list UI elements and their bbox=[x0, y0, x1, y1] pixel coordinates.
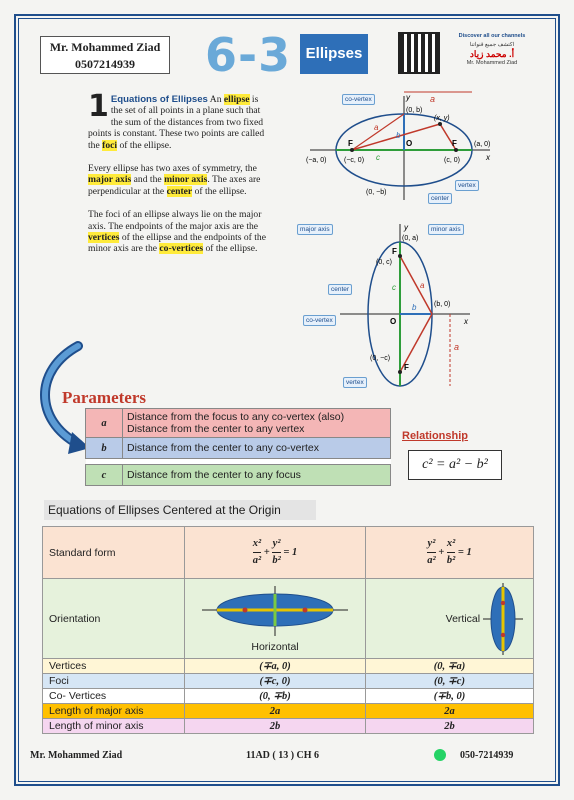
footer-phone: 050-7214939 bbox=[460, 750, 514, 761]
text: The foci of an ellipse always lie on the major axis. The endpoints of the major axis are the bbox=[88, 209, 262, 232]
teacher-name: Mr. Mohammed Ziad bbox=[49, 40, 161, 54]
teacher-info-box bbox=[40, 36, 170, 74]
vertical-caption: Vertical bbox=[445, 612, 481, 625]
label-vertex-top: vertex bbox=[455, 180, 479, 191]
term-minor-axis: minor axis bbox=[164, 174, 208, 186]
label-F-right: F bbox=[452, 139, 457, 148]
label-center-top: center bbox=[428, 193, 452, 204]
horizontal-ellipse-icon bbox=[200, 584, 350, 638]
lesson-title: Ellipses bbox=[300, 34, 368, 74]
label-y: y bbox=[406, 93, 410, 102]
cell-horizontal: (∓a, 0) bbox=[185, 659, 366, 674]
focus-point-bottom bbox=[398, 370, 402, 374]
param-desc bbox=[123, 409, 391, 438]
row-label: Vertices bbox=[43, 659, 185, 674]
label-co-vertex-bottom: co-vertex bbox=[303, 315, 336, 326]
horizontal-caption: Horizontal bbox=[251, 641, 299, 653]
label-x: x bbox=[486, 153, 490, 162]
row-label: Length of major axis bbox=[43, 704, 185, 719]
text: . The axes are perpendicular at the bbox=[88, 174, 261, 197]
footer-course: 11AD ( 13 ) CH 6 bbox=[246, 750, 320, 761]
param-desc-line: Distance from the focus to any co-vertex (also) bbox=[127, 411, 345, 423]
label-xy: (x, y) bbox=[434, 115, 450, 122]
section-number: 1 bbox=[88, 89, 109, 124]
label-F-bottom: F bbox=[404, 363, 409, 372]
cell-vertical: 2a bbox=[366, 704, 534, 719]
label-b: b bbox=[396, 131, 401, 140]
intro-paragraph-3 bbox=[88, 209, 268, 255]
label-a-side: a bbox=[454, 342, 460, 352]
qr-caption-ar: اكتشف جميع قنواتنا bbox=[469, 42, 515, 48]
label-co-vertex-top: co-vertex bbox=[342, 94, 375, 105]
label-F-left: F bbox=[348, 139, 353, 148]
row-label: Standard form bbox=[43, 527, 185, 579]
term-foci: foci bbox=[102, 139, 118, 151]
text: of the ellipse. bbox=[119, 139, 172, 151]
label-x: x bbox=[464, 317, 468, 326]
label-vertex-bottom: vertex bbox=[343, 377, 367, 388]
intro-text bbox=[88, 89, 268, 267]
label-y: y bbox=[404, 223, 408, 232]
label-c: c bbox=[376, 153, 380, 162]
term-ellipse: ellipse bbox=[223, 94, 250, 105]
cell-horizontal: (∓c, 0) bbox=[185, 674, 366, 689]
vertical-orientation bbox=[366, 579, 534, 659]
cell-vertical: (0, ∓a) bbox=[366, 659, 534, 674]
cell-horizontal: 2b bbox=[185, 719, 366, 734]
label-a: a bbox=[420, 281, 425, 290]
term-center: center bbox=[166, 185, 193, 197]
cell-vertical: 2b bbox=[366, 719, 534, 734]
label-a0: (a, 0) bbox=[474, 141, 491, 148]
intro-paragraph-2 bbox=[88, 163, 268, 197]
whatsapp-icon bbox=[434, 749, 446, 761]
vertices-row bbox=[43, 659, 534, 674]
focus-point-left bbox=[350, 148, 354, 152]
label-center-bottom: center bbox=[328, 284, 352, 295]
horizontal-equation: $\frac{\text{x²}}{\text{a²}}$ + $\frac{\text{y²}}{\text{b²}}$ = 1 bbox=[185, 527, 366, 579]
label-0negb: (0, −b) bbox=[366, 189, 387, 196]
horizontal-orientation bbox=[185, 579, 366, 659]
label-a: a bbox=[374, 123, 379, 132]
orientation-row bbox=[43, 579, 534, 659]
text: is the set of all points in a plane such that the sum of the distances from two fixed points is constant. These two points are called the bbox=[88, 94, 265, 151]
parameters-table bbox=[85, 408, 391, 486]
vertical-equation: $\frac{\text{y²}}{\text{a²}}$ + $\frac{\text{x²}}{\text{b²}}$ = 1 bbox=[366, 527, 534, 579]
teacher-phone: 0507214939 bbox=[75, 57, 135, 71]
text: of the ellipse. bbox=[205, 243, 258, 255]
foci-row bbox=[43, 674, 534, 689]
term-vertices: vertices bbox=[88, 232, 120, 244]
label-c0: (c, 0) bbox=[444, 157, 460, 164]
param-row-b bbox=[86, 438, 391, 459]
term-major-axis: major axis bbox=[88, 174, 132, 186]
standard-form-row bbox=[43, 527, 534, 579]
cell-vertical: (∓b, 0) bbox=[366, 689, 534, 704]
footer bbox=[30, 750, 544, 766]
co-vertices-row bbox=[43, 689, 534, 704]
label-b0: (b, 0) bbox=[434, 301, 451, 308]
vertical-ellipse-icon bbox=[483, 583, 523, 655]
lesson-number: 6-3 bbox=[205, 28, 292, 82]
param-desc: Distance from the center to any focus bbox=[123, 465, 391, 486]
param-desc: Distance from the center to any co-vertex bbox=[123, 438, 391, 459]
major-axis-row bbox=[43, 704, 534, 719]
label-F-top: F bbox=[392, 247, 397, 256]
equations-table bbox=[42, 526, 534, 734]
focus-point-top bbox=[398, 254, 402, 258]
label-0c: (0, c) bbox=[376, 259, 392, 266]
param-symbol: a bbox=[86, 409, 123, 438]
text: An bbox=[209, 94, 222, 105]
qr-caption bbox=[442, 32, 542, 68]
row-label: Orientation bbox=[43, 579, 185, 659]
qr-caption-en: Discover all our channels bbox=[458, 33, 526, 39]
relationship-formula: c² = a² − b² bbox=[408, 450, 502, 480]
param-desc-line: Distance from the center to any vertex bbox=[127, 423, 305, 435]
cell-vertical: (0, ∓c) bbox=[366, 674, 534, 689]
label-major-axis: major axis bbox=[297, 224, 333, 235]
label-0b: (0, b) bbox=[406, 107, 423, 114]
point-xy bbox=[438, 122, 442, 126]
text: Every ellipse has two axes of symmetry, the bbox=[88, 163, 257, 175]
focus-point-right bbox=[454, 148, 458, 152]
param-row-a bbox=[86, 409, 391, 438]
intro-paragraph-1 bbox=[88, 89, 268, 151]
minor-axis-row bbox=[43, 719, 534, 734]
equations-section-title: Equations of Ellipses Centered at the Origin bbox=[44, 500, 316, 520]
label-neg-a0: (−a, 0) bbox=[306, 157, 327, 164]
footer-name: Mr. Mohammed Ziad bbox=[30, 750, 123, 761]
term-co-vertices: co-vertices bbox=[159, 243, 204, 255]
text: of the ellipse. bbox=[194, 185, 247, 197]
parameters-title: Parameters bbox=[62, 388, 147, 407]
label-0a: (0, a) bbox=[402, 235, 419, 242]
label-b: b bbox=[412, 303, 417, 312]
label-c: c bbox=[392, 283, 396, 292]
label-a-top: a bbox=[430, 94, 436, 104]
row-label: Co- Vertices bbox=[43, 689, 185, 704]
qr-name-en: Mr. Mohammed Ziad bbox=[466, 60, 518, 66]
label-origin: O bbox=[390, 317, 397, 326]
text: of the ellipse and the endpoints of the minor axis are the bbox=[88, 232, 266, 255]
intro-heading: Equations of Ellipses bbox=[110, 94, 208, 105]
cell-horizontal: 2a bbox=[185, 704, 366, 719]
label-origin: O bbox=[406, 139, 413, 148]
vertical-ellipse-diagram bbox=[300, 220, 500, 390]
row-label: Foci bbox=[43, 674, 185, 689]
cell-horizontal: (0, ∓b) bbox=[185, 689, 366, 704]
row-label: Length of minor axis bbox=[43, 719, 185, 734]
label-neg-c0: (−c, 0) bbox=[344, 157, 365, 164]
param-row-c bbox=[86, 465, 391, 486]
label-0negc: (0, −c) bbox=[370, 355, 391, 362]
qr-code[interactable] bbox=[398, 32, 440, 74]
relationship-label: Relationship bbox=[402, 430, 469, 442]
qr-name-ar: أ. محمد زياد bbox=[469, 49, 515, 59]
param-symbol: c bbox=[86, 465, 123, 486]
text: and the bbox=[133, 174, 162, 186]
label-minor-axis: minor axis bbox=[428, 224, 464, 235]
param-symbol: b bbox=[86, 438, 123, 459]
